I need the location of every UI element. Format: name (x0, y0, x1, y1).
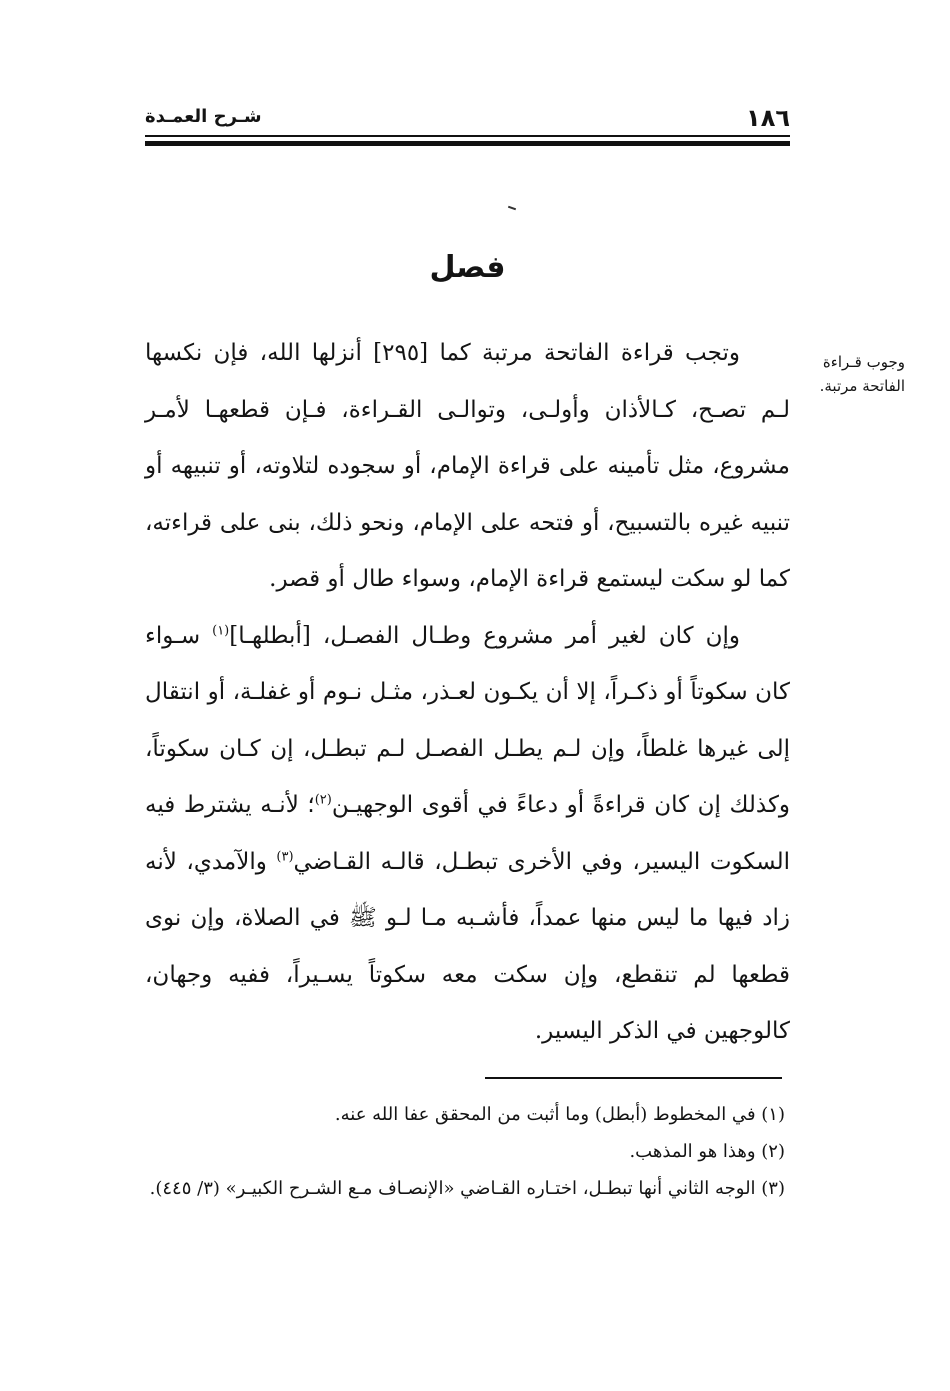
footnotes (145, 1096, 785, 1207)
header-rule-thick (145, 141, 790, 146)
manuscript-page-ref: [٢٩٥] (373, 340, 429, 366)
footnote-ref-1[interactable]: (١) (212, 622, 230, 638)
body-text (145, 325, 790, 1060)
page-number: ١٨٦ (746, 104, 790, 132)
paragraph-1 (145, 325, 790, 608)
margin-note: وجوب قـراءة الفاتحة مرتبة. (819, 353, 905, 395)
paragraph-2-text-c: ؛ لأنـه يشترط فيه السكوت اليسير، وفي الأخرى تبطـل، قالـه القـاضي (145, 792, 791, 875)
page-header (145, 104, 790, 134)
footnote-ref-3[interactable]: (٣) (276, 848, 294, 864)
paragraph-1-text-b: أنزلها الله، فإن نكسها لـم تصـح، كـالأذان وأولـى، وتوالـى القـراءة، فـإن قطعهـا لأمـر مشروع، مثل تأمينه على قراءة الإمام، أو سجوده لتلاوته، أو تنبيهه أو تنبيه غيره بالتسبيح، أو فتحه على الإمام، ونحو ذلك، بنى على قراءته، كما لو سكت ليستمع قراءة الإمام، وسواء طال أو قصر. (145, 340, 790, 592)
paragraph-2-text-d: والآمدي، لأنه زاد فيها ما ليس منها عمداً، فأشـبه مـا لـو ﷺ في الصلاة، وإن نوى قطعها لم تنقطع، وإن سكت معه سكوتاً يسـيراً، ففيه وجهان، كالوجهين في الذكر اليسير. (145, 848, 790, 1044)
paragraph-2-text-a: وإن كان لغير أمر مشروع وطـال الفصـل، [أبطلهـا] (229, 622, 740, 649)
footnote-2: (٢) وهذا هو المذهب. (629, 1141, 785, 1162)
paragraph-1-text-a: وتجب قراءة الفاتحة مرتبة كما (428, 340, 741, 366)
section-title: فصل (429, 250, 506, 285)
header-rule-thin (145, 135, 790, 137)
scan-speck (508, 206, 516, 211)
footnote-separator (485, 1077, 782, 1079)
running-title: شـرح العمـدة (145, 106, 262, 127)
paragraph-2 (145, 608, 790, 1060)
footnote-ref-2[interactable]: (٢) (314, 792, 332, 808)
paragraph-2-text-b: سـواء كان سكوتاً أو ذكـراً، إلا أن يكـون لعـذر، مثـل نـوم أو غفلـة، أو انتقال إلى غيرها غلطاً، وإن لـم يطـل الفصـل لـم تبطـل، إن كـان سكوتاً، وكذلك إن كان قراءةً أو دعاءً في أقوى الوجهيـن (145, 622, 790, 818)
footnote-3: (٣) الوجه الثاني أنها تبطـل، اختـاره القـاضي «الإنصـاف مـع الشـرح الكبيـر» (٣/ ٤٤٥). (149, 1178, 785, 1199)
footnote-1: (١) في المخطوط (أبطل) وما أثبت من المحقق عفا الله عنه. (334, 1104, 785, 1125)
